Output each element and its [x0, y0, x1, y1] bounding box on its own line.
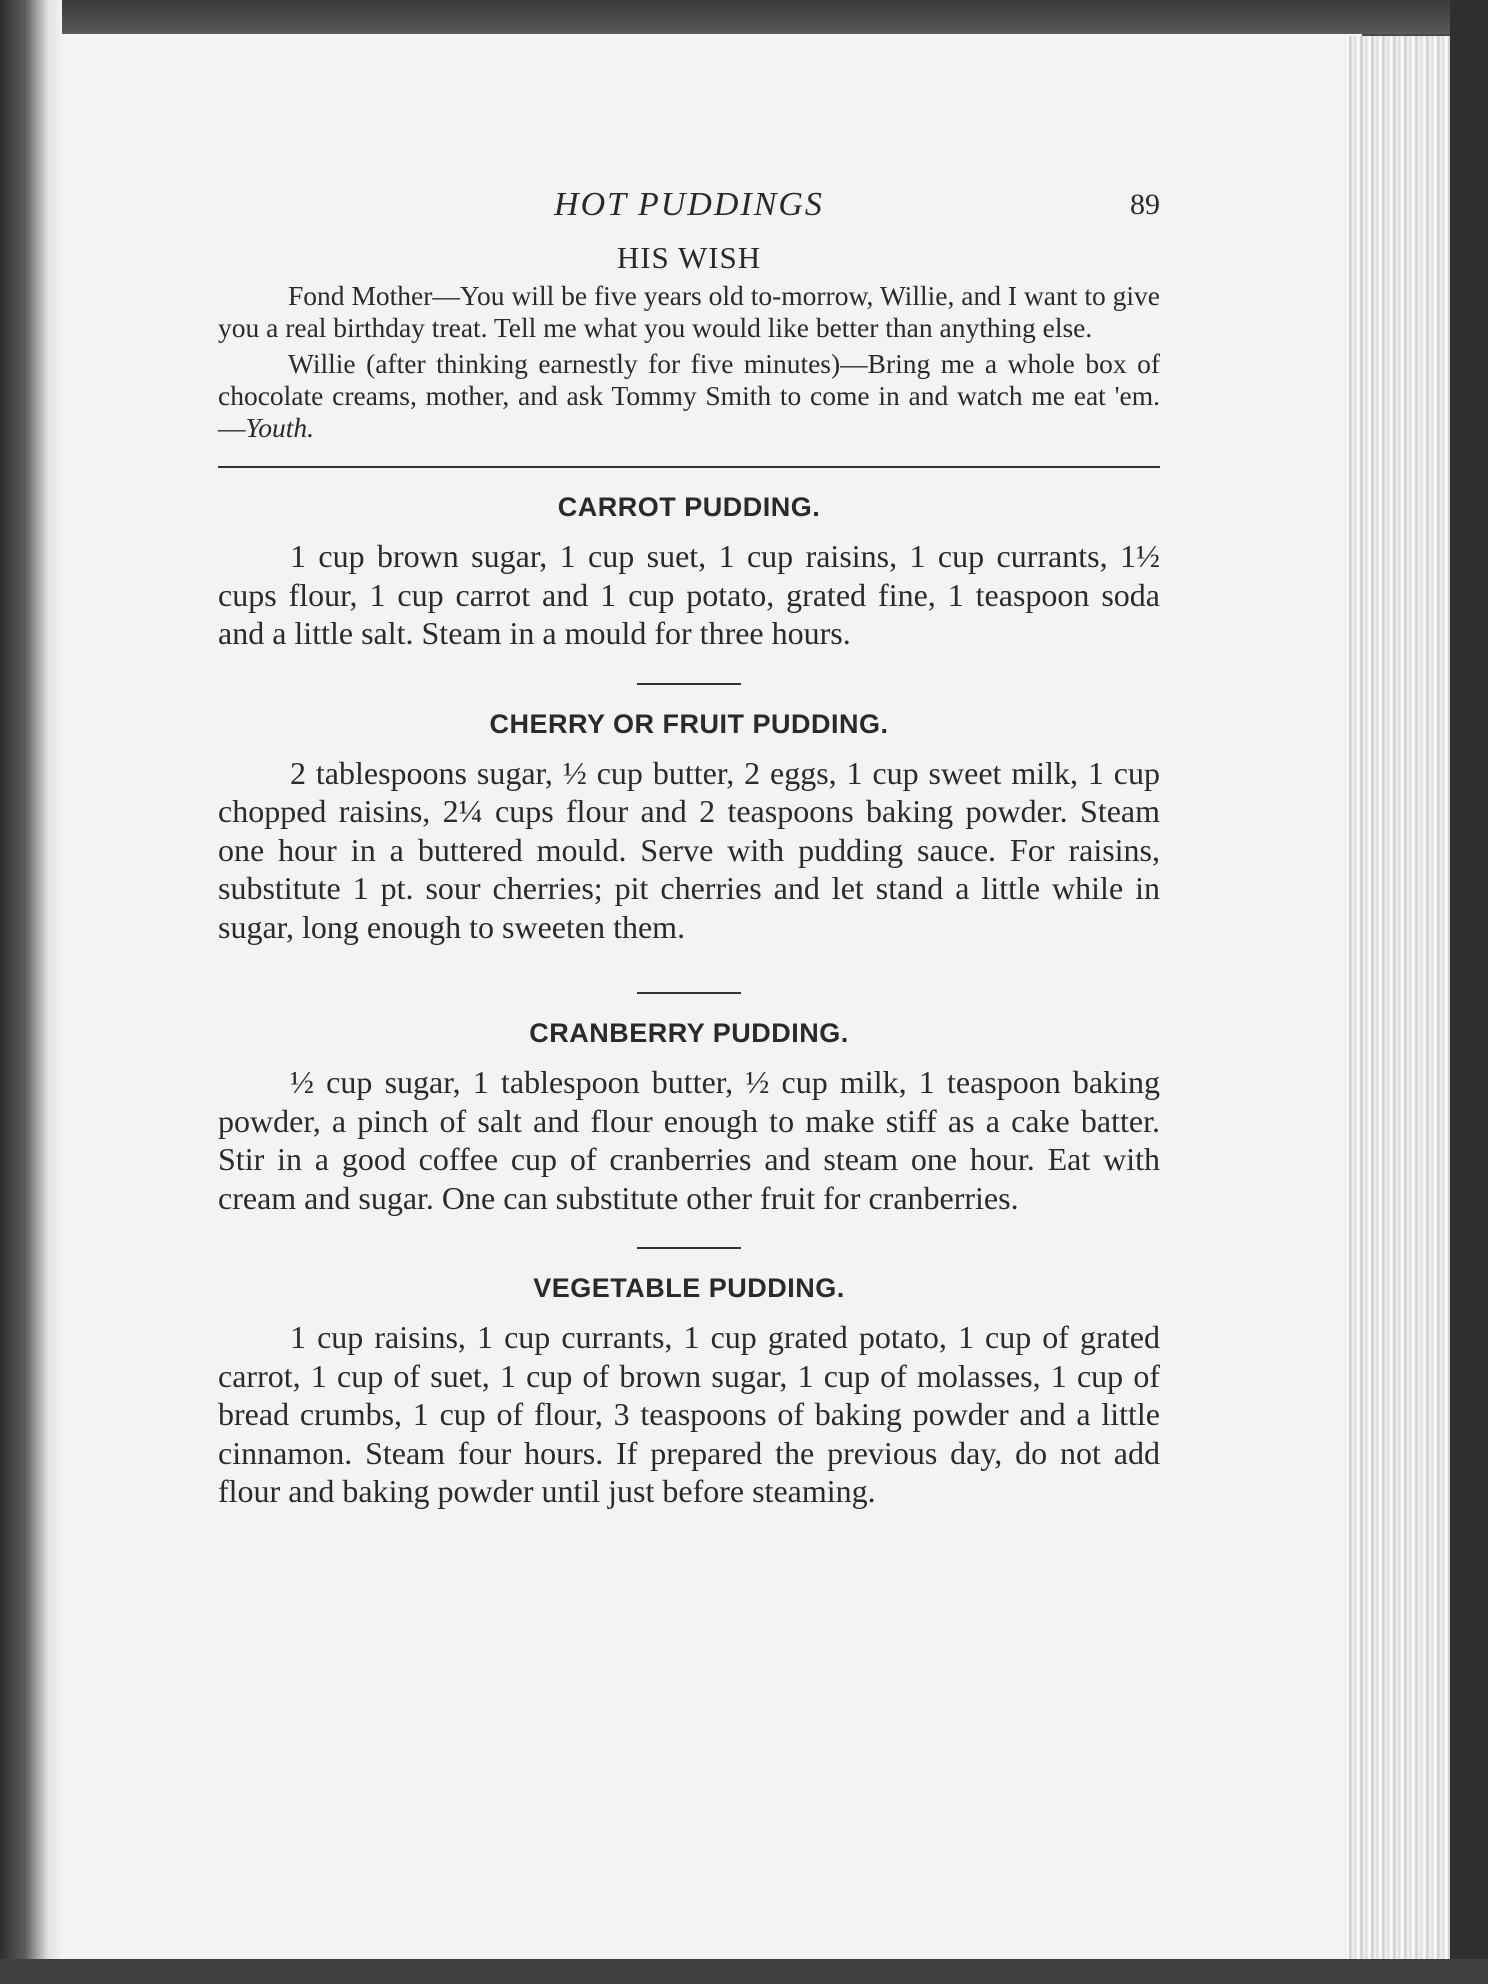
recipe-body: 2 tablespoons sugar, ½ cup butter, 2 eggs, 1 cup sweet milk, 1 cup chopped raisins, 2¼ cups flour and 2 teaspoons baking powder. Steam one hour in a buttered mould. Serve with pudding sauce. For raisins, substitute 1 pt. sour cherries; pit cherries and let stand a little while in sugar, long enough to sweeten them. [218, 754, 1160, 945]
book-gutter [0, 0, 62, 1984]
recipe-title: CRANBERRY PUDDING. [529, 1018, 849, 1048]
recipe-body: 1 cup brown sugar, 1 cup suet, 1 cup raisins, 1 cup currants, 1½ cups flour, 1 cup carrot and 1 cup potato, grated fine, 1 teaspoon soda and a little salt. Steam in a mould for three hours. [218, 538, 1160, 651]
anecdote-text: Willie (after thinking earnestly for five minutes)—Bring me a whole box of chocolate creams, mother, and ask Tommy Smith to come in and watch me eat 'em.— [218, 348, 1160, 443]
running-header [218, 180, 1160, 232]
recipe-divider [637, 992, 741, 994]
recipe-divider [637, 683, 741, 685]
recipe-divider [637, 1247, 741, 1249]
recipe-body: ½ cup sugar, 1 tablespoon butter, ½ cup milk, 1 teaspoon baking powder, a pinch of salt and flour enough to make stiff as a cake batter. Stir in a good coffee cup of cranberries and steam one hour. Eat with cream and sugar. One can substitute other fruit for cranberries. [218, 1064, 1160, 1216]
recipe-body: 1 cup raisins, 1 cup currants, 1 cup grated potato, 1 cup of grated carrot, 1 cup of suet, 1 cup of brown sugar, 1 cup of molasses, 1 cup of bread crumbs, 1 cup of flour, 3 teaspoons of baking powder and a little cinnamon. Steam four hours. If prepared the previous day, do not add flour and baking powder until just before steaming. [218, 1319, 1160, 1509]
anecdote-title: HIS WISH [616, 240, 762, 275]
scan-bottom-edge [0, 1959, 1488, 1984]
page-text-column [218, 180, 1160, 1511]
section-divider [218, 466, 1160, 468]
page-number: 89 [1130, 188, 1160, 221]
anecdote-source: Youth. [245, 412, 315, 443]
scan-top-edge [0, 0, 1488, 34]
recipe-title: VEGETABLE PUDDING. [533, 1273, 845, 1303]
anecdote-paragraph: Fond Mother—You will be five years old to-morrow, Willie, and I want to give you a real birthday treat. Tell me what you would like better than anything else. [218, 280, 1160, 343]
anecdote-paragraph [218, 348, 1160, 444]
page-stack-edges [1345, 36, 1455, 1966]
recipe-title: CHERRY OR FRUIT PUDDING. [489, 708, 889, 739]
running-title: HOT PUDDINGS [554, 186, 824, 223]
recipe-title: CARROT PUDDING. [557, 492, 821, 522]
book-cover-edge [1450, 0, 1488, 1984]
